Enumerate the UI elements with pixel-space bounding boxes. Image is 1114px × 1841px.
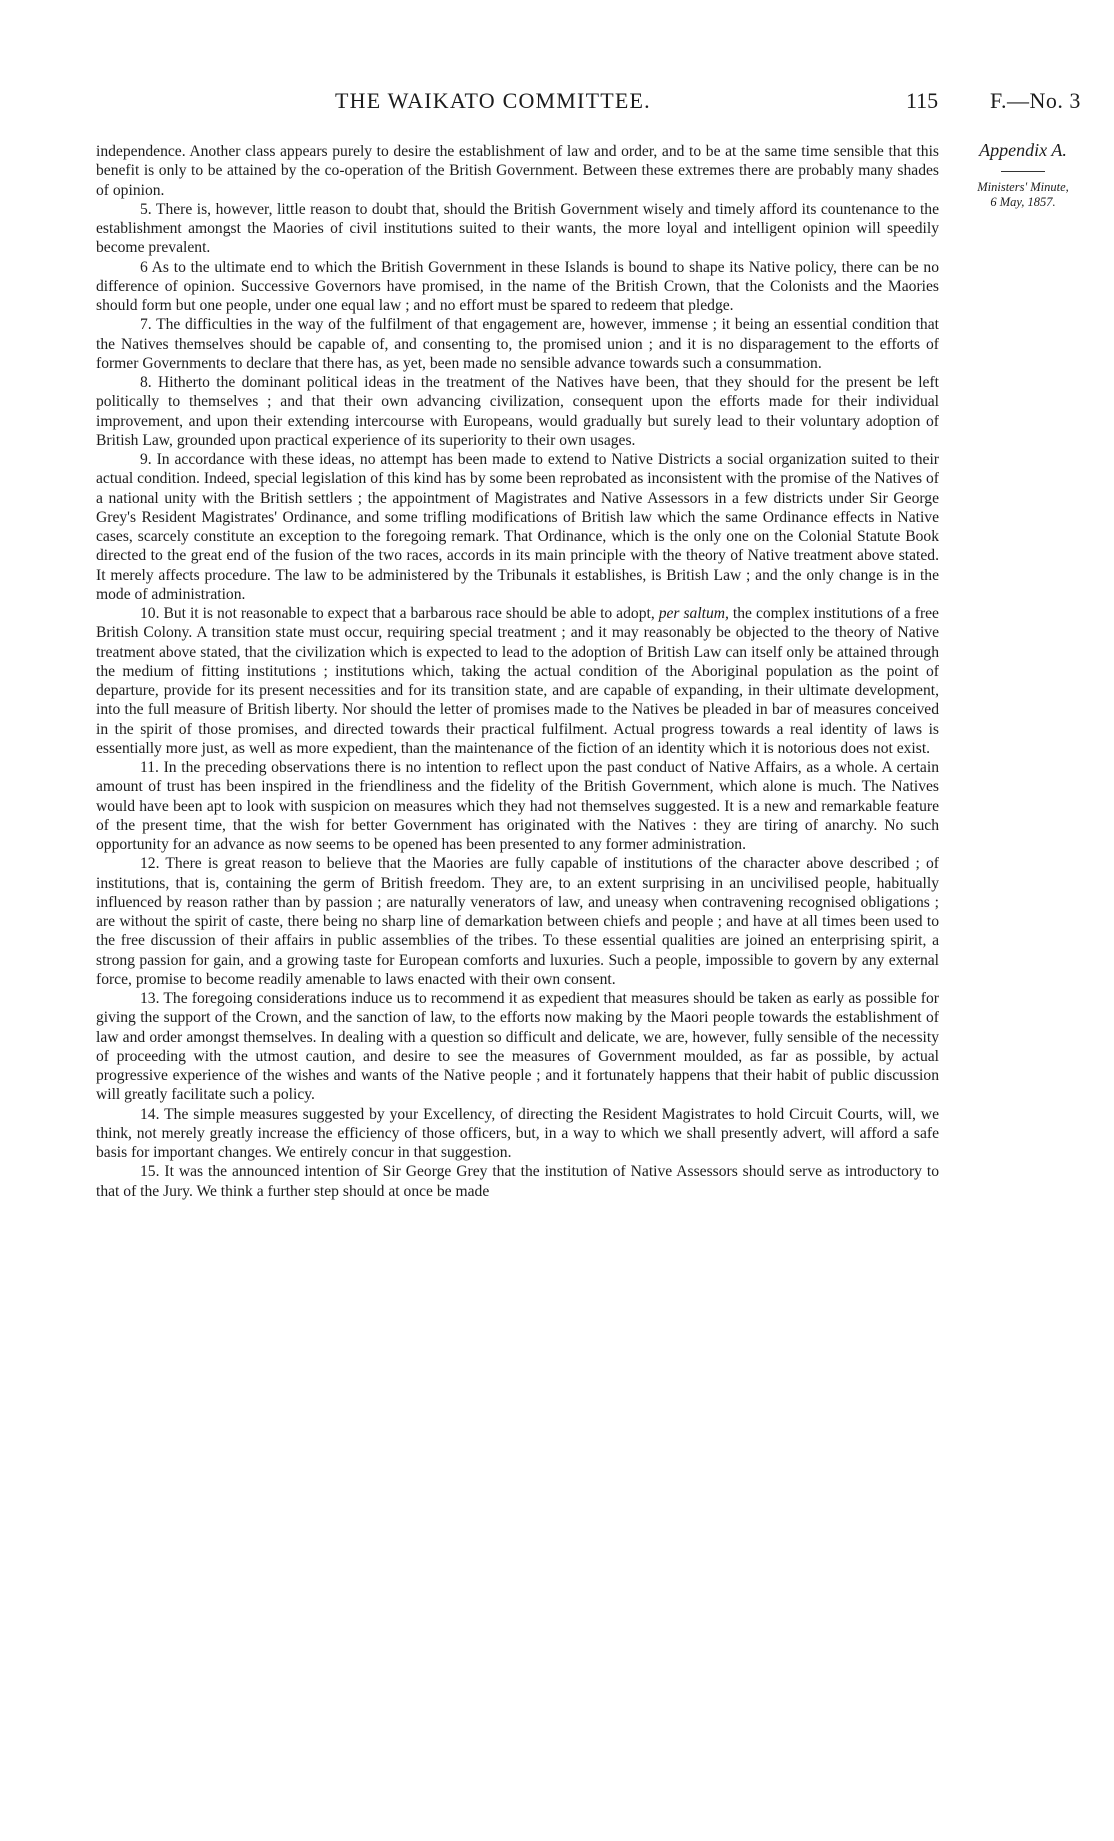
minute-date: 6 May, 1857. (990, 195, 1056, 209)
minute-title: Ministers' Minute, (977, 180, 1069, 194)
paragraph-11: 11. In the preceding observations there is no intention to reflect upon the past conduct of Native Affairs, as a whole. A certain amount of trust has been inspired in the friendliness and the fidelity of the British Government, which alone is much. The Natives would have been apt to look with suspicion on measures which they had not themselves suggested. It is a new and remarkable feature of the present time, that the wish for better Government has originated with the Natives : they are tiring of anarchy. No such opportunity for an advance as now seems to be opened has been presented to any former administration. (96, 759, 939, 853)
paragraph-14: 14. The simple measures suggested by your Excellency, of directing the Resident Magistrates to hold Circuit Courts, will, we think, not merely greatly increase the efficiency of those officers, but, in a way to which we shall presently advert, will afford a safe basis for important changes. We entirely concur in that suggestion. (96, 1105, 939, 1161)
page-number: 115 (906, 88, 939, 113)
appendix-label: Appendix A. (979, 140, 1067, 160)
paragraph-10-start: 10. But it is not reasonable to expect that a barbarous race should be able to adopt, (140, 605, 659, 622)
paragraph-8: 8. Hitherto the dominant political ideas in the treatment of the Natives have been, that they should for the present be left politically to themselves ; and that their own advancing civilization, consequent upon the efforts made for their individual improvement, and upon their extending intercourse with Europeans, would gradually but surely lead to their voluntary adoption of British Law, grounded upon practical experience of its superiority to their own usages. (96, 374, 939, 449)
paper-reference: F.—No. 3 (990, 88, 1081, 113)
paragraph-continuation: independence. Another class appears purely to desire the establishment of law and order, and to be at the same time sensible that this benefit is only to be attained by the co-operation of the British Government. Between these extremes there are probably many shades of opinion. (96, 143, 939, 199)
paragraph-5: 5. There is, however, little reason to doubt that, should the British Government wisely and timely afford its countenance to the establishment amongst the Maories of civil institutions suited to their wants, the more loyal and intelligent opinion will speedily become prevalent. (96, 200, 939, 257)
paragraph-9: 9. In accordance with these ideas, no attempt has been made to extend to Native Districts a social organization suited to their actual condition. Indeed, special legislation of this kind has by some been reprobated as inconsistent with the promise of the Natives of a national unity with the British settlers ; the appointment of Magistrates and Native Assessors in a few districts under Sir George Grey's Resident Magistrates' Ordinance, and some trifling modifications of British law which the same Ordinance effects in Native cases, scarcely constitute an exception to the foregoing remark. That Ordinance, which is the only one on the Colonial Statute Book directed to the great end of the fusion of the two races, accords in its main principle with the theory of Native treatment above stated. It merely affects procedure. The law to be administered by the Tribunals it establishes, is British Law ; and the only change is in the mode of administration. (96, 451, 939, 603)
margin-note (948, 140, 1098, 210)
paragraph-15: 15. It was the announced intention of Sir George Grey that the institution of Native Assessors should serve as introductory to that of the Jury. We think a further step should at once be made (96, 1163, 939, 1200)
running-title: THE WAIKATO COMMITTEE. (335, 88, 651, 113)
margin-rule (1001, 171, 1045, 172)
paragraph-6: 6 As to the ultimate end to which the British Government in these Islands is bound to shape its Native policy, there can be no difference of opinion. Successive Governors have promised, in the name of the British Crown, that the Colonists and the Maories should form but one people, under one equal law ; and no effort must be spared to redeem that pledge. (96, 258, 939, 314)
paragraph-7: 7. The difficulties in the way of the fulfilment of that engagement are, however, immense ; it being an essential condition that the Natives themselves should be capable of, and consenting to, the promised union ; and it is no disparagement to the efforts of former Governments to declare that there has, as yet, been made no sensible advance towards such a consummation. (96, 316, 939, 372)
paragraph-10 (96, 604, 939, 758)
paragraph-12: 12. There is great reason to believe that the Maories are fully capable of institutions of the character above described ; of institutions, that is, containing the germ of British freedom. They are, to an extent surprising in an uncivilised people, habitually influenced by reason rather than by passion ; are naturally venerators of law, and uneasy when contravening recognised obligations ; are without the spirit of caste, there being no sharp line of demarkation between chiefs and people ; and have at all times been used to the free discussion of their affairs in public assemblies of the tribes. To these essential qualities are joined an enterprising spirit, a strong passion for gain, and a growing taste for European comforts and luxuries. Such a people, impossible to govern by any external force, promise to become readily amenable to laws enacted with their own consent. (96, 855, 939, 988)
latin-phrase: per saltum, (658, 605, 729, 622)
paragraph-10-rest: the complex institutions of a free British Colony. A transition state must occur, requiring special treatment ; and it may reasonably be objected to the theory of Native treatment above stated, that the civilization which is expected to lead to the adoption of British Law can itself only be attained through the medium of fitting institutions ; institutions which, taking the actual condition of the Aboriginal population as the point of departure, provide for its present necessities and for its transition state, and are capable of expanding, in their ultimate development, into the full measure of British liberty. Nor should the letter of promises made to the Natives be pleaded in bar of measures conceived in the spirit of those promises, and directed towards their practical fulfilment. Actual progress towards a real identity of laws is essentially more just, as well as more expedient, than the maintenance of the fiction of an identity which it is notorious does not exist. (96, 605, 939, 757)
paragraph-13: 13. The foregoing considerations induce us to recommend it as expedient that measures should be taken as early as possible for giving the support of the Crown, and the sanction of law, to the efforts now making by the Maori people towards the establishment of law and order amongst themselves. In dealing with a question so difficult and delicate, we are, however, fully sensible of the necessity of proceeding with the utmost caution, and desire to see the measures of Government moulded, as far as possible, by actual progressive experience of the wishes and wants of the Native people ; and it fortunately happens that their habit of public discussion will greatly facilitate such a policy. (96, 990, 939, 1104)
body-text (96, 142, 939, 1201)
